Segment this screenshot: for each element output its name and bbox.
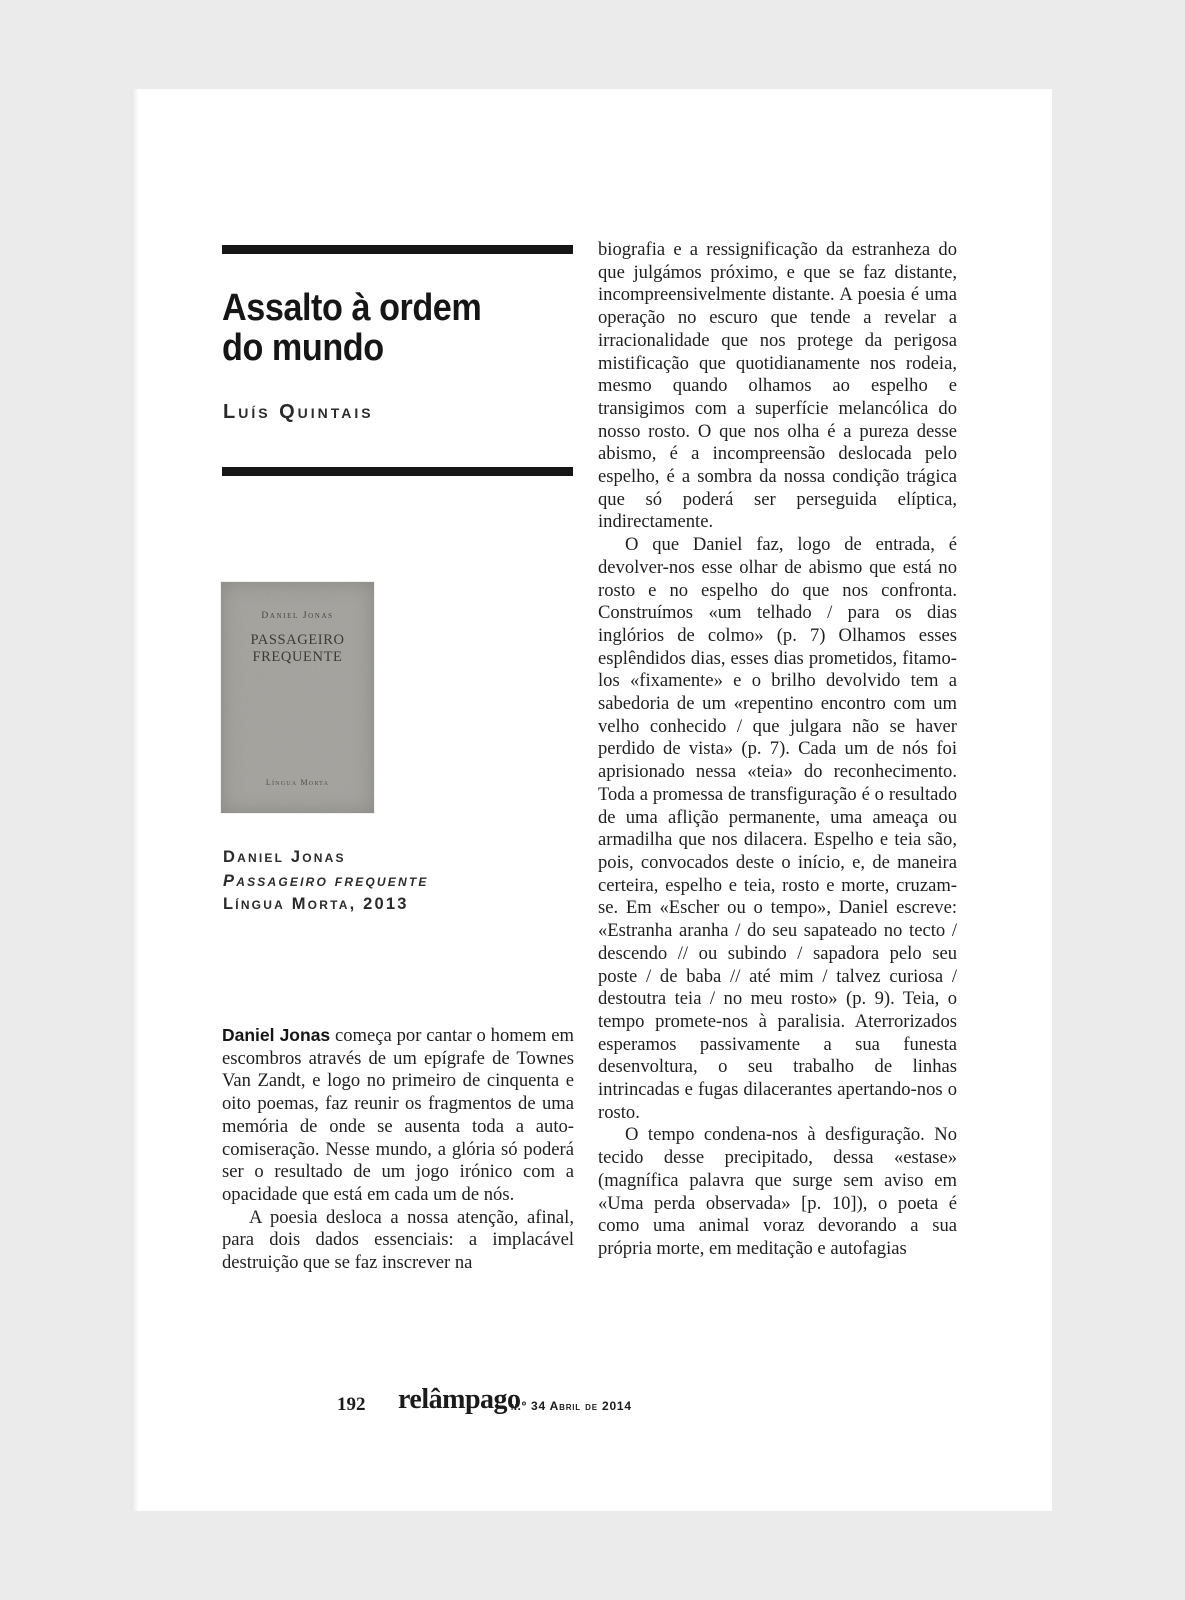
magazine-page xyxy=(131,89,1052,1511)
cover-publisher-name: Língua Morta xyxy=(265,778,330,787)
title-rule-bottom xyxy=(222,467,573,476)
paragraph: A poesia desloca a nossa atenção, afinal, para dois dados essenciais: a implacável destruição que se faz inscrever na xyxy=(222,1206,574,1274)
book-credit-block xyxy=(223,846,429,917)
article-author: Luís Quintais xyxy=(223,401,374,423)
paragraph xyxy=(222,1024,574,1207)
left-column xyxy=(222,1024,574,1275)
credit-publisher-year: Língua Morta, 2013 xyxy=(223,895,409,913)
page-number: 192 xyxy=(337,1394,366,1415)
article-title: Assalto à ordem do mundo xyxy=(222,287,482,369)
paragraph: O tempo condena-nos à desfiguração. No tecido desse precipitado, dessa «estase» (magnífica palavra que surge sem aviso em «Uma perda observada» [p. 10]), o poeta é como uma animal voraz devorando a sua própria morte, em meditação e autofagias xyxy=(598,1124,957,1259)
paragraph: O que Daniel faz, logo de entrada, é devolver-nos esse olhar de abismo que está no rosto e no espelho do que nos confronta. Construímos «um telhado / para os dias inglórios de colmo» (p. 7) Olhamos esses esplêndidos dias, esses dias prometidos, fitamo-los «fixamente» e o brilho devolvido tem a sabedoria de um «repentino encontro com um velho conhecido / que julgara não se haver perdido de vista» (p. 7). Cada um de nós foi aprisionado nessa «teia» do reconhecimento. Toda a promessa de transfiguração é o resultado de uma aflição permanente, uma ameaça ou armadilha que nos dilacera. Espelho e teia são, pois, convocados deste o início, e, de maneira certeira, espelho e teia, rosto e morte, cruzam-se. Em «Escher ou o tempo», Daniel escreve: «Estranha aranha / do seu sapateado no tecto / descendo // ou subindo / sapadora pelo seu poste / de baba // até mim / talvez curiosa / destoutra teia / no meu rosto» (p. 9). Teia, o tempo promete-nos à paralisia. Aterrorizados esperamos passivamente a sua funesta desenvoltura, o seu trabalho de linhas intrincadas e fugas dilacerantes apertando-nos o rosto. xyxy=(598,534,957,1123)
lead-in-author-name: Daniel Jonas xyxy=(222,1025,331,1045)
credit-author: Daniel Jonas xyxy=(223,848,346,866)
cover-author-name: Daniel Jonas xyxy=(261,611,334,621)
book-cover xyxy=(221,582,374,813)
journal-logo: relâmpago xyxy=(398,1384,521,1415)
title-rule-top xyxy=(222,245,573,254)
issue-info: n.º 34 Abril de 2014 xyxy=(511,1399,632,1413)
paragraph-text: começa por cantar o homem em escombros através de um epígrafe de Townes Van Zandt, e logo no primeiro de cinquenta e oito poemas, faz reunir os fragmentos de uma memória de onde se ausenta toda a auto-comiseração. Nesse mundo, a glória só poderá ser o resultado de um jogo irónico com a opacidade que está em cada um de nós. xyxy=(222,1025,574,1205)
page-footer xyxy=(131,1379,1052,1429)
right-column xyxy=(598,239,957,1261)
paragraph: biografia e a ressignificação da estranheza do que julgámos próximo, e que se faz distante, incompreensivelmente distante. A poesia é uma operação no escuro que tende a revelar a irracionalidade que nos protege da perigosa mistificação que quotidianamente nos rodeia, mesmo quando olhamos ao espelho e transigimos com a superfície melancólica do nosso rosto. O que nos olha é a pureza desse abismo, é a incompreensão deslocada pelo espelho, é a sombra da nossa condição trágica que só poderá ser perseguida elíptica, indirectamente. xyxy=(598,239,957,533)
credit-book-title: Passageiro frequente xyxy=(223,871,429,890)
cover-book-title: PASSAGEIRO FREQUENTE xyxy=(250,632,345,665)
